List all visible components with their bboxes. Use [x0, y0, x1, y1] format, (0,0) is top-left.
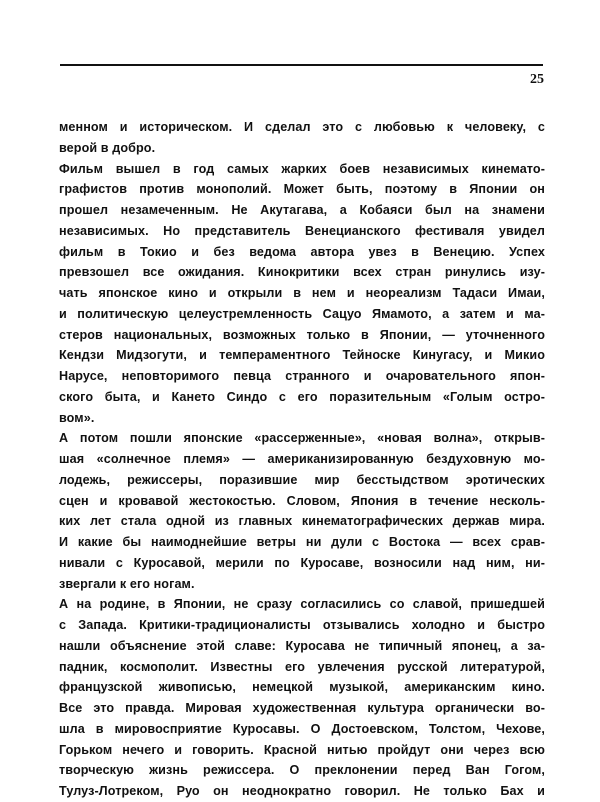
text-line: ского быта, и Кането Синдо с его поразительным «Голым остро- — [59, 389, 545, 404]
text-line: шая «солнечное племя» — американизированную бездуховную мо- — [59, 452, 545, 466]
text-line: И какие бы наимоднейшие ветры ни дули с Востока — всех срав- — [59, 535, 545, 549]
text-line: сцен и кровавой жестокостью. Словом, Япония в течение несколь- — [59, 493, 545, 508]
header-rule — [60, 64, 543, 66]
text-line: менном и историческом. И сделал это с любовью к человеку, с — [59, 120, 545, 134]
text-line: фильм в Токио и без ведома автора увез в Венецию. Успех — [59, 244, 545, 259]
text-line: и политическую целеустремленность Сацуо Ямамото, а затем и ма- — [59, 306, 545, 321]
text-line: творческую жизнь режиссера. О преклонении перед Ван Гогом, — [59, 763, 545, 778]
text-line: прошел незамеченным. Не Акутагава, а Кобаяси был на знамени — [59, 203, 545, 217]
text-line: с Запада. Критики-традиционалисты отзывались холодно и быстро — [59, 618, 545, 632]
text-line: Фильм вышел в год самых жарких боев независимых кинемато- — [59, 161, 545, 176]
text-line: нивали с Куросавой, мерили по Куросаве, возносили над ним, ни- — [59, 555, 545, 570]
page-number: 25 — [530, 72, 544, 87]
text-line: независимых. Но представитель Венецианского фестиваля увидел — [59, 223, 545, 238]
text-line: шла в мировосприятие Куросавы. О Достоевском, Толстом, Чехове, — [59, 721, 545, 736]
text-line: нашли объяснение этой славе: Куросава не типичный японец, а за- — [59, 638, 545, 653]
text-line: превзошел все ожидания. Кинокритики всех стран ринулись изу- — [59, 265, 545, 280]
text-line: Кендзи Мидзогути, и темпераментного Тейноске Кинугасу, и Микио — [59, 348, 545, 363]
text-line: А потом пошли японские «рассерженные», «новая волна», открыв- — [59, 431, 545, 446]
text-line: Горьком нечего и говорить. Красной нитью пройдут они через всю — [59, 742, 545, 757]
text-line: Все это правда. Мировая художественная культура органически во- — [59, 701, 545, 715]
text-line: Тулуз-Лотреком, Руо он неоднократно говорил. Не только Бах и — [59, 784, 545, 798]
body-text — [59, 117, 545, 802]
text-line: вом». — [59, 410, 95, 425]
text-line: звергали к его ногам. — [59, 576, 195, 591]
text-line: лодежь, режиссеры, поразившие мир бесстыдством эротических — [59, 472, 545, 487]
text-line: стеров национальных, возможных только в Японии, — уточненного — [59, 327, 545, 342]
text-line: падник, космополит. Известны его увлечения русской литературой, — [59, 659, 545, 674]
text-line: ких лет стала одной из главных кинематографических держав мира. — [59, 514, 545, 529]
text-line: чать японское кино и открыли в нем и неореализм Тадаси Имаи, — [59, 286, 545, 300]
text-line: Нарусе, неповторимого певца странного и очаровательного япон- — [59, 369, 545, 383]
text-line: А на родине, в Японии, не сразу согласились со славой, пришедшей — [59, 597, 545, 612]
text-line: графистов против монополий. Может быть, поэтому в Японии он — [59, 182, 545, 197]
text-line: верой в добро. — [59, 140, 156, 155]
text-line: французской живописью, немецкой музыкой, американским кино. — [59, 680, 545, 695]
